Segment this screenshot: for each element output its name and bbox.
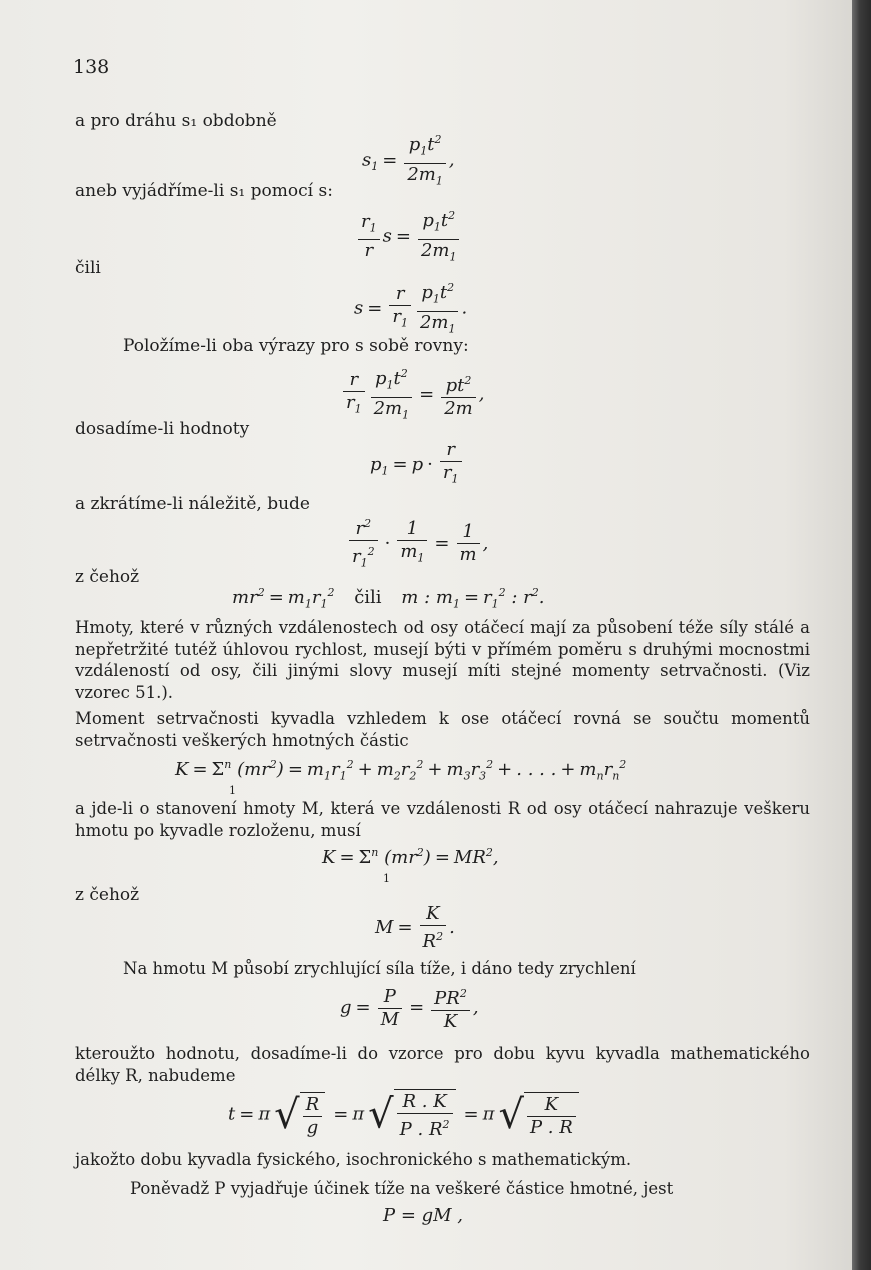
equation-t: t = π √ $\frac{R}{g}$ = π √ $\frac{R . K}{P . R^2}$ = π √ $\frac{K}{P . R}$: [228, 1089, 583, 1140]
paragraph-moment: Moment setrvačnosti kyvadla vzhledem k ose otáčecí rovná se součtu momentů setrvačnosti veškerých hmotných částic: [75, 709, 810, 750]
text-line-1: a pro dráhu s₁ obdobně: [75, 111, 277, 131]
text-line-2: aneb vyjádříme-li s₁ pomocí s:: [75, 181, 333, 201]
equation-s: s = $\frac{r}{r_1}$ $\frac{p_1t^2}{2m_1}$ .: [354, 278, 467, 339]
text-line-6: a zkrátíme-li náležitě, bude: [75, 494, 310, 514]
word-cili: čili: [354, 587, 382, 608]
page-number: 138: [73, 56, 110, 78]
text-line-7: z čehož: [75, 567, 140, 587]
equation-equal: $\frac{r}{r_1}$ $\frac{p_1t^2}{2m_1}$ = $\frac{pt^2}{2m}$ ,: [340, 364, 485, 425]
paragraph-ponevadz: Poněvadž P vyjadřuje účinek tíže na veškeré částice hmotné, jest: [130, 1179, 674, 1198]
sum-lower-limit-2: 1: [383, 872, 390, 885]
paragraph-jakozto: jakožto dobu kyvadla fysického, isochronického s mathematickým.: [75, 1150, 632, 1169]
equation-g: g = $\frac{P}{M}$ = $\frac{PR^2}{K}$ ,: [340, 985, 479, 1032]
text-line-3: čili: [75, 258, 101, 278]
equation-p1: $p_1 = p$ · $\frac{r}{r_1}$: [370, 440, 465, 490]
text-line-4: Položíme-li oba výrazy pro s sobě rovny:: [123, 336, 469, 356]
equation-s1: $s_1$ = $\frac{p_1t^2}{2m_1}$ ,: [362, 130, 455, 191]
equation-moment-equality: $mr^2 = m_1r_1^2$ čili m : $m_1 = r_1^2$ : $r^2$.: [232, 586, 545, 611]
equation-ratio: $\frac{r^2}{r_1^2}$ · $\frac{1}{m_1}$ = $\frac{1}{m}$ ,: [346, 514, 488, 574]
paragraph-hmotu: Na hmotu M působí zrychlující síla tíže, i dáno tedy zrychlení: [123, 959, 636, 978]
text-line-5: dosadíme-li hodnoty: [75, 419, 250, 439]
equation-k-mr2: $K = \Sigma^n$ $(mr^2) = MR^2$,: [322, 846, 499, 868]
paragraph-hmoty: Hmoty, které v různých vzdálenostech od osy otáčecí mají za působení téže síly stálé a nepřetržité tutéž úhlovou rychlost, musejí býti v přímém poměru s druhými mocnostmi vzdáleností od osy, čili jinými slovy musejí míti stejné momenty setrvačnosti. (Viz vzorec 51.).: [75, 618, 810, 702]
page-edge-shadow: [852, 0, 871, 1270]
equation-r1-s: $\frac{r_1}{r}$ s = $\frac{p_1t^2}{2m_1}$: [355, 206, 462, 267]
equation-p-gm: P = gM ,: [383, 1205, 464, 1226]
paragraph-hodnotu: kteroužto hodnotu, dosadíme-li do vzorce pro dobu kyvu kyvadla mathematického délky R, nabudeme: [75, 1044, 810, 1085]
equation-m: M = $\frac{K}{R^2}$ .: [375, 903, 455, 952]
sum-lower-limit: 1: [229, 784, 236, 797]
paragraph-stanoveni: a jde-li o stanovení hmoty M, která ve vzdálenosti R od osy otáčecí nahrazuje veškeru hmotu po kyvadle rozloženu, musí: [75, 799, 810, 840]
text-line-8: z čehož: [75, 885, 140, 905]
equation-k-sum: $K = \Sigma^n$ $(mr^2) = m_1r_1^2 + m_2r_2^2 + m_3r_3^2$ + . . . . + $m_nr_n^2$: [175, 758, 627, 783]
